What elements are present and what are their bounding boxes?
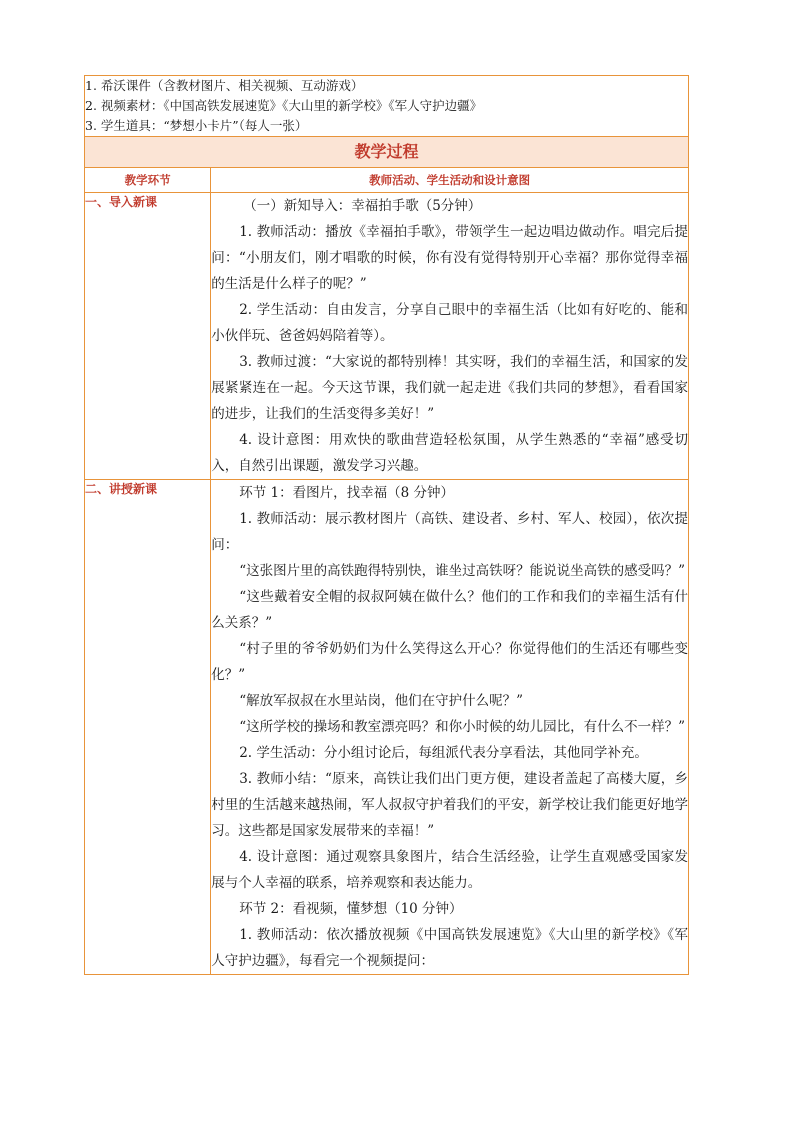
process-title: 教学过程: [85, 137, 689, 168]
section-row-intro: [85, 193, 689, 480]
paragraph: 3. 教师小结：“原来，高铁让我们出门更方便，建设者盖起了高楼大厦，乡村里的生活越来越热闹，军人叔叔守护着我们的平安，新学校让我们能更好地学习。这些都是国家发展带来的幸福！”: [211, 771, 688, 839]
paragraph: “村子里的爷爷奶奶们为什么笑得这么开心？你觉得他们的生活还有哪些变化？”: [211, 641, 688, 683]
section-heading: 环节 1：看图片，找幸福（8 分钟）: [239, 485, 454, 501]
paragraph: 1. 教师活动：展示教材图片（高铁、建设者、乡村、军人、校园），依次提问：: [211, 511, 688, 553]
paragraph: 1. 教师活动：播放《幸福拍手歌》，带领学生一起边唱边做动作。唱完后提问：“小朋友们，刚才唱歌的时候，你有没有觉得特别开心幸福？那你觉得幸福的生活是什么样子的呢？”: [211, 224, 688, 292]
paragraph: 2. 学生活动：分小组讨论后，每组派代表分享看法，其他同学补充。: [239, 745, 648, 761]
section-row-teaching: [85, 480, 689, 975]
section-title: 一、导入新课: [85, 193, 211, 480]
paragraph: “这张图片里的高铁跑得特别快，谁坐过高铁呀？能说说坐高铁的感受吗？”: [239, 563, 686, 579]
stage-column-header: 教学环节: [85, 168, 211, 193]
materials-item: 1. 希沃课件（含教材图片、相关视频、互动游戏）: [85, 78, 364, 93]
materials-row: [85, 76, 689, 137]
section-heading: （一）新知导入：幸福拍手歌（5分钟）: [243, 198, 482, 214]
paragraph: “解放军叔叔在水里站岗，他们在守护什么呢？”: [239, 693, 524, 709]
activity-column-header: 教师活动、学生活动和设计意图: [211, 168, 689, 193]
paragraph: “这所学校的操场和教室漂亮吗？和你小时候的幼儿园比，有什么不一样？”: [239, 719, 686, 735]
column-header-row: [85, 168, 689, 193]
paragraph: 3. 教师过渡：“大家说的都特别棒！其实呀，我们的幸福生活，和国家的发展紧紧连在一起。今天这节课，我们就一起走进《我们共同的梦想》，看看国家的进步，让我们的生活变得多美好！”: [211, 354, 688, 422]
lesson-plan-table: [84, 75, 689, 975]
section-title: 二、讲授新课: [85, 480, 211, 975]
paragraph: 2. 学生活动：自由发言，分享自己眼中的幸福生活（比如有好吃的、能和小伙伴玩、爸爸妈妈陪着等）。: [211, 302, 688, 344]
materials-item: 3. 学生道具：“梦想小卡片”（每人一张）: [85, 118, 308, 133]
paragraph: 1. 教师活动：依次播放视频《中国高铁发展速览》《大山里的新学校》《军人守护边疆》，每看完一个视频提问：: [211, 927, 688, 969]
section-content: [211, 193, 689, 480]
paragraph: 4. 设计意图：用欢快的歌曲营造轻松氛围，从学生熟悉的“幸福”感受切入，自然引出课题，激发学习兴趣。: [211, 432, 688, 474]
section-content: [211, 480, 689, 975]
section-heading: 环节 2：看视频，懂梦想（10 分钟）: [239, 901, 463, 917]
paragraph: 4. 设计意图：通过观察具象图片，结合生活经验，让学生直观感受国家发展与个人幸福的联系，培养观察和表达能力。: [211, 849, 688, 891]
paragraph: “这些戴着安全帽的叔叔阿姨在做什么？他们的工作和我们的幸福生活有什么关系？”: [211, 589, 688, 631]
process-title-row: [85, 137, 689, 168]
materials-cell: [85, 76, 689, 137]
materials-item: 2. 视频素材：《中国高铁发展速览》《大山里的新学校》《军人守护边疆》: [85, 98, 483, 113]
